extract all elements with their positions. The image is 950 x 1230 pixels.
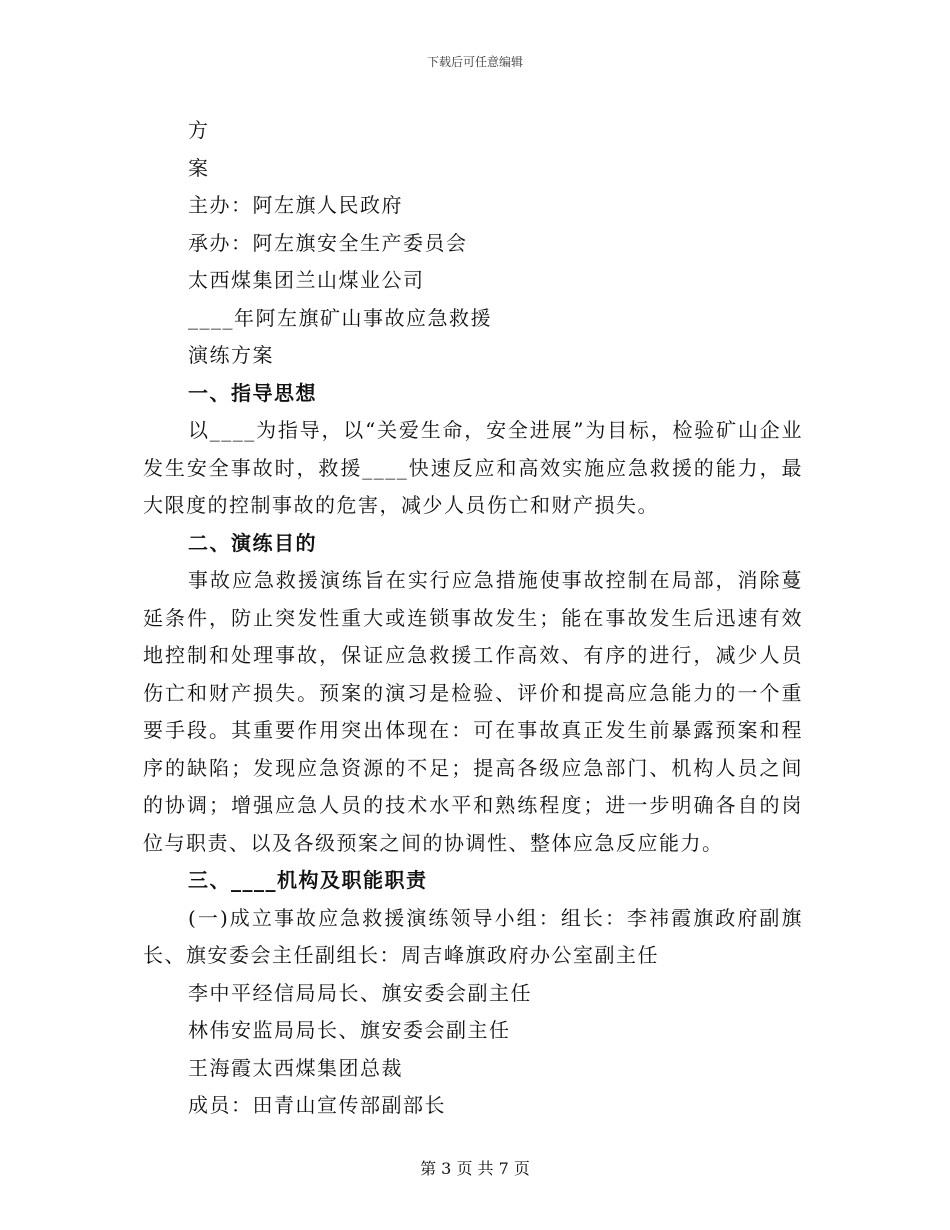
page-header-note: 下载后可任意编辑	[426, 55, 523, 69]
member-line: 林伟安监局局长、旗安委会副主任	[188, 1018, 511, 1042]
document-body	[143, 112, 803, 1125]
section-item-leadership-group: (一)成立事故应急救援演练领导小组：组长：李祎霞旗政府副旗长、旗安委会主任副组长：周吉峰旗政府办公室副主任	[143, 905, 803, 967]
section-heading-organization: 三、____机构及职能职责	[188, 868, 428, 892]
section-heading-guiding-idea: 一、指导思想	[188, 380, 317, 405]
section-body-purpose: 事故应急救援演练旨在实行应急措施使事故控制在局部，消除蔓延条件，防止突发性重大或连锁事故发生；能在事故发生后迅速有效地控制和处理事故，保证应急救援工作高效、有序的进行，减少人员伤亡和财产损失。预案的演习是检验、评价和提高应急能力的一个重要手段。其重要作用突出体现在：可在事故真正发生前暴露预案和程序的缺陷；发现应急资源的不足；提高各级应急部门、机构人员之间的协调；增强应急人员的技术水平和熟练程度；进一步明确各自的岗位与职责、以及各级预案之间的协调性、整体应急反应能力。	[143, 568, 803, 855]
company-line: 太西煤集团兰山煤业公司	[188, 268, 425, 292]
co-organizer-line: 承办：阿左旗安全生产委员会	[188, 230, 468, 255]
text-line: 方	[188, 118, 210, 142]
member-line: 王海霞太西煤集团总裁	[188, 1055, 403, 1080]
section-body-guiding-idea: 以____为指导，以“关爱生命，安全进展”为目标，检验矿山企业发生安全事故时，救援____快速反应和高效实施应急救援的能力，最大限度的控制事故的危害，减少人员伤亡和财产损失。	[143, 418, 803, 517]
text-line: 案	[188, 155, 210, 180]
member-line: 李中平经信局局长、旗安委会副主任	[188, 980, 532, 1005]
title-line: 演练方案	[188, 343, 274, 367]
member-line: 成员：田青山宣传部副部长	[188, 1093, 446, 1117]
page-number: 第 3 页 共 7 页	[420, 1159, 530, 1178]
organizer-line: 主办：阿左旗人民政府	[188, 193, 403, 217]
title-line: ____年阿左旗矿山事故应急救援	[188, 305, 492, 330]
section-heading-purpose: 二、演练目的	[188, 530, 317, 555]
